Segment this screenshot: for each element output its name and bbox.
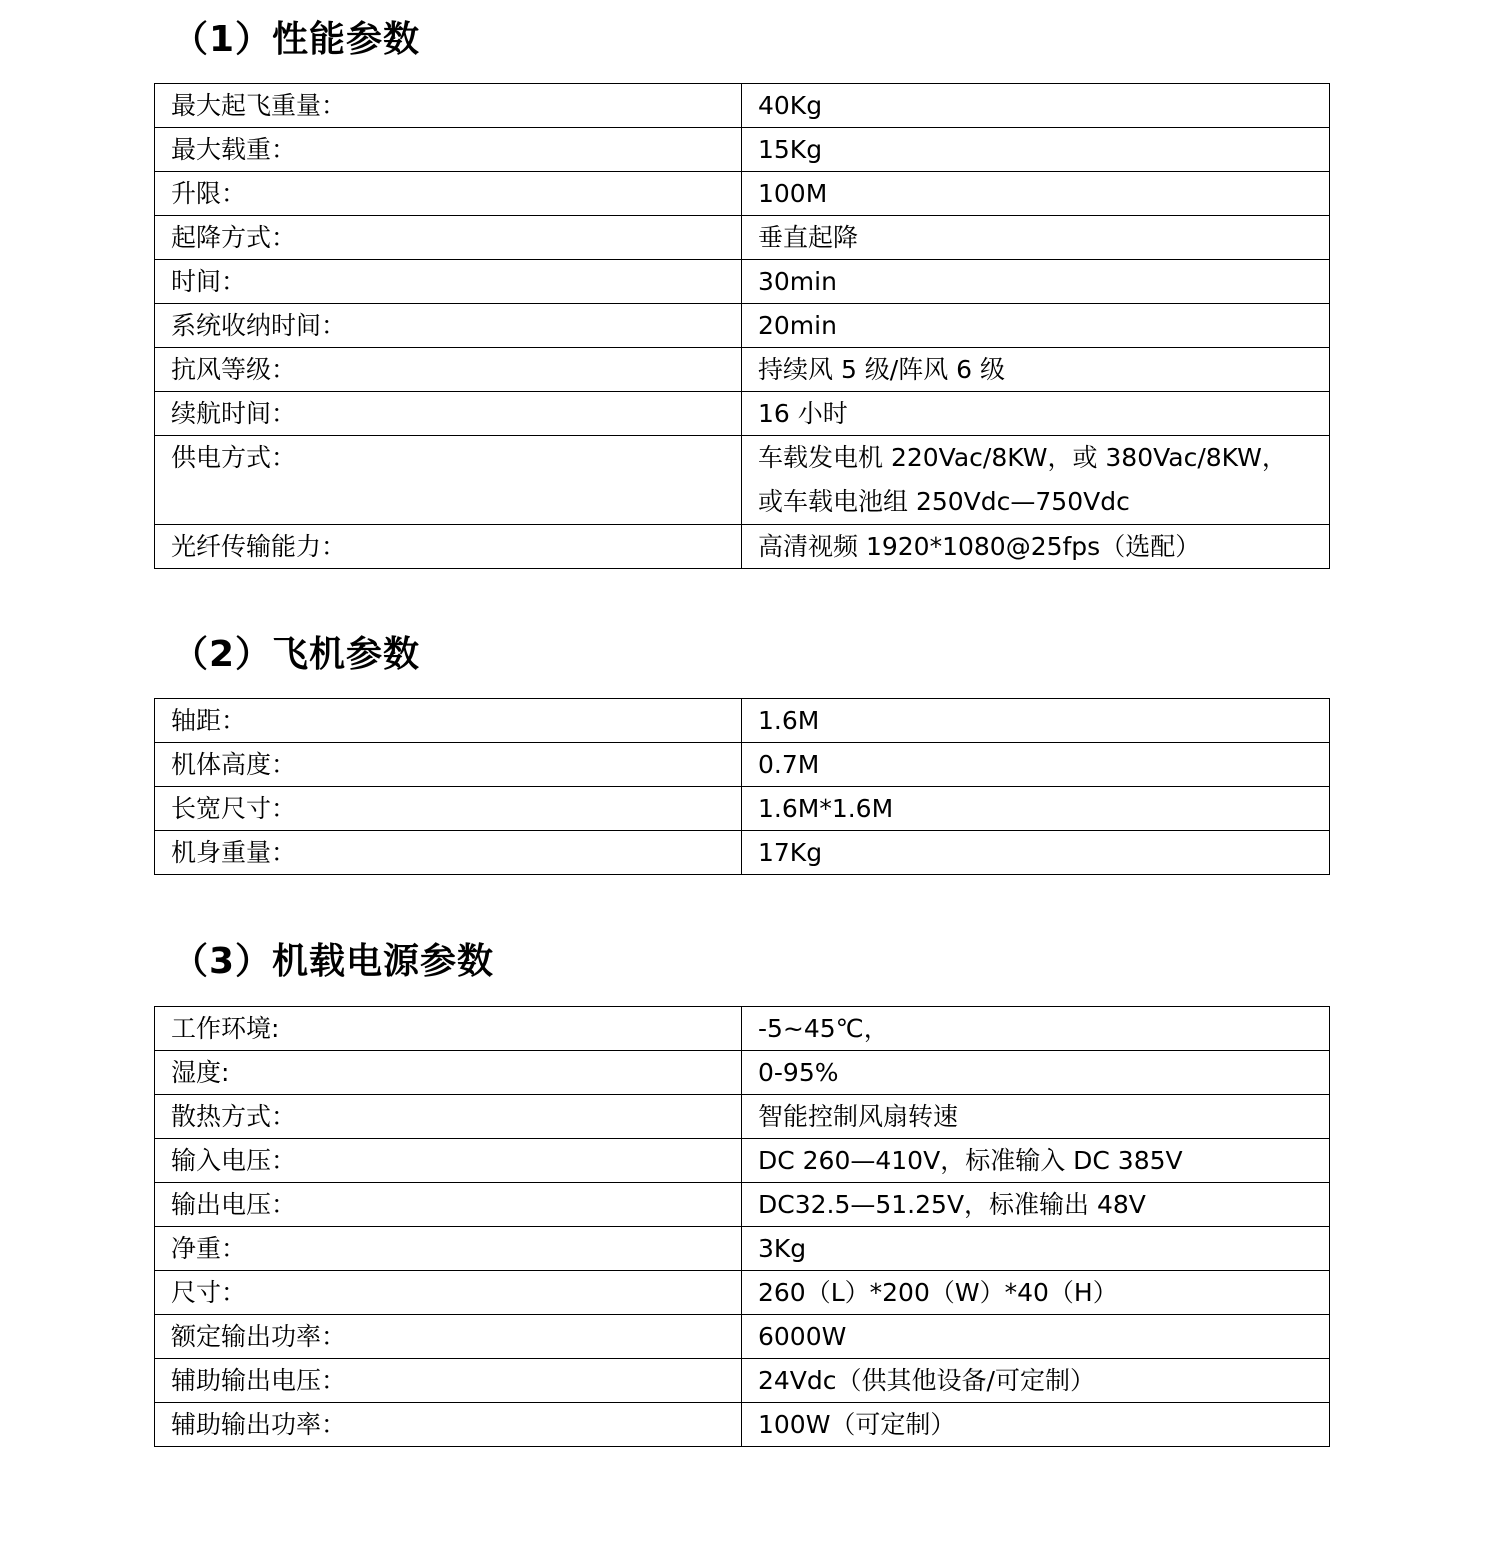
table-row	[155, 436, 1330, 525]
table-row	[155, 172, 1330, 216]
table-row	[155, 1095, 1330, 1139]
table-row	[155, 260, 1330, 304]
spec-label: 起降方式：	[155, 216, 742, 260]
spec-value: 0-95%	[742, 1051, 1330, 1095]
power-supply-spec-table	[154, 1006, 1330, 1447]
spec-label: 散热方式：	[155, 1095, 742, 1139]
table-row	[155, 392, 1330, 436]
section-title-power-supply: （3）机载电源参数	[172, 941, 495, 982]
spec-label: 输入电压：	[155, 1139, 742, 1183]
table-row	[155, 1183, 1330, 1227]
spec-label: 最大载重：	[155, 128, 742, 172]
spec-value: 16 小时	[742, 392, 1330, 436]
spec-value: 260（L）*200（W）*40（H）	[742, 1271, 1330, 1315]
table-row	[155, 348, 1330, 392]
spec-value: 40Kg	[742, 84, 1330, 128]
spec-label: 机身重量：	[155, 831, 742, 875]
spec-label: 长宽尺寸：	[155, 787, 742, 831]
spec-label: 净重：	[155, 1227, 742, 1271]
spec-value: 3Kg	[742, 1227, 1330, 1271]
spec-label: 系统收纳时间：	[155, 304, 742, 348]
spec-value: -5~45℃，	[742, 1007, 1330, 1051]
table-row	[155, 787, 1330, 831]
spec-value: DC 260—410V，标准输入 DC 385V	[742, 1139, 1330, 1183]
spec-value: DC32.5—51.25V，标准输出 48V	[742, 1183, 1330, 1227]
spec-value-multiline	[742, 436, 1330, 525]
spec-value: 20min	[742, 304, 1330, 348]
table-row	[155, 304, 1330, 348]
spec-value: 持续风 5 级/阵风 6 级	[742, 348, 1330, 392]
spec-value: 1.6M*1.6M	[742, 787, 1330, 831]
spec-label: 额定输出功率：	[155, 1315, 742, 1359]
spec-value: 1.6M	[742, 699, 1330, 743]
spec-value: 智能控制风扇转速	[742, 1095, 1330, 1139]
table-row	[155, 1359, 1330, 1403]
spec-label: 输出电压：	[155, 1183, 742, 1227]
spec-label: 续航时间：	[155, 392, 742, 436]
table-row	[155, 1227, 1330, 1271]
table-row	[155, 1051, 1330, 1095]
table-row	[155, 128, 1330, 172]
spec-label: 工作环境:	[155, 1007, 742, 1051]
performance-spec-table	[154, 83, 1330, 569]
table-row	[155, 84, 1330, 128]
table-row	[155, 1007, 1330, 1051]
spec-value-line: 或车载电池组 250Vdc—750Vdc	[758, 487, 1130, 516]
spec-value: 垂直起降	[742, 216, 1330, 260]
aircraft-spec-table	[154, 698, 1330, 875]
table-row	[155, 1139, 1330, 1183]
section-title-performance: （1）性能参数	[172, 19, 421, 60]
spec-value: 6000W	[742, 1315, 1330, 1359]
spec-value: 24Vdc（供其他设备/可定制）	[742, 1359, 1330, 1403]
spec-label: 辅助输出电压：	[155, 1359, 742, 1403]
table-row	[155, 743, 1330, 787]
section-title-aircraft: （2）飞机参数	[172, 634, 421, 675]
table-row	[155, 1403, 1330, 1447]
table-row	[155, 831, 1330, 875]
spec-label: 供电方式：	[155, 436, 742, 525]
spec-value: 30min	[742, 260, 1330, 304]
table-row	[155, 216, 1330, 260]
spec-value: 高清视频 1920*1080@25fps（选配）	[742, 525, 1330, 569]
spec-label: 升限：	[155, 172, 742, 216]
table-row	[155, 525, 1330, 569]
spec-label: 机体高度：	[155, 743, 742, 787]
spec-label: 光纤传输能力：	[155, 525, 742, 569]
spec-value: 100W（可定制）	[742, 1403, 1330, 1447]
spec-label: 辅助输出功率：	[155, 1403, 742, 1447]
spec-label: 湿度:	[155, 1051, 742, 1095]
spec-label: 最大起飞重量：	[155, 84, 742, 128]
spec-value: 0.7M	[742, 743, 1330, 787]
table-row	[155, 1315, 1330, 1359]
spec-value: 17Kg	[742, 831, 1330, 875]
table-row	[155, 699, 1330, 743]
spec-label: 时间：	[155, 260, 742, 304]
spec-label: 尺寸：	[155, 1271, 742, 1315]
spec-value-line: 车载发电机 220Vac/8KW，或 380Vac/8KW，	[758, 443, 1287, 472]
table-row	[155, 1271, 1330, 1315]
spec-value: 15Kg	[742, 128, 1330, 172]
spec-value: 100M	[742, 172, 1330, 216]
spec-label: 轴距：	[155, 699, 742, 743]
spec-label: 抗风等级：	[155, 348, 742, 392]
